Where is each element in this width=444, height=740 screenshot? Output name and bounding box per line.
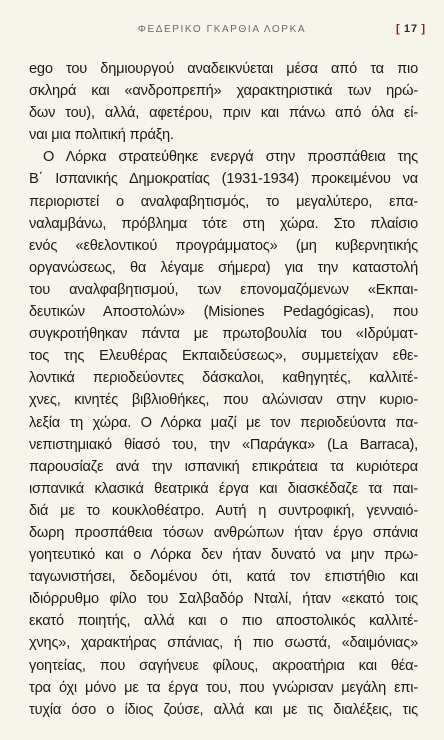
text-line: λεξία τη χώρα. Ο Λόρκα μαζί με τον περιοδεύοντα πα- <box>29 414 418 431</box>
text-line: του αναλφαβητισμού, των επονομαζόμενων «Εκπαι- <box>29 281 418 298</box>
page-number-bracket-left: [ <box>396 23 401 35</box>
text-line: χνης», χαρακτήρας σπάνιας, ή πιο σωστά, «δαιμόνιας» <box>29 635 418 652</box>
text-line: νεπιστημιακό θίασό του, την «Παράγκα» (La Barraca), <box>29 436 418 453</box>
text-line: συγκροτήθηκαν πάντα με πρωτοβουλία του «Ιδρύματ- <box>29 326 418 343</box>
paragraph-1 <box>29 58 418 146</box>
text-line: τρα όχι μόνο με τα έργα του, που γνώρισαν μεγάλη επι- <box>29 679 418 696</box>
text-line: σκληρά και «ανδροπρεπή» χαρακτηριστικά των ηρώ- <box>29 83 418 100</box>
text-line: ιδιόρρυθμο φίλο του Σαλβαδόρ Νταλί, ήταν «εκατό τοις <box>29 591 418 608</box>
paragraph-2 <box>29 146 418 720</box>
text-line: Ο Λόρκα στρατεύθηκε ενεργά στην προσπάθεια της <box>43 149 418 166</box>
text-line: λοντικά περιοδεύοντες δάσκαλοι, καθηγητές, καλλιτέ- <box>29 370 418 387</box>
text-line: εκατό ποιητής, αλλά και ο πιο αποστολικός καλλιτέ- <box>29 613 418 630</box>
text-line: χνες, κινητές βιβλιοθήκες, που αλώνισαν στην κυριο- <box>29 392 418 409</box>
running-header <box>0 24 444 40</box>
page-number-value: 17 <box>403 23 419 35</box>
text-line: ναι μια πολιτική πράξη. <box>29 127 174 144</box>
text-line: ενός «εθελοντικού προγράμματος» (μη κυβερνητικής <box>29 237 418 254</box>
text-line: ναλαμβάνω, πρόβλημα τότε στη χώρα. Στο πλαίσιο <box>29 215 418 232</box>
body-text <box>29 58 418 721</box>
running-title: ΦΕΔΕΡΙΚΟ ΓΚΑΡΘΙΑ ΛΟΡΚΑ <box>137 24 307 35</box>
text-line: περιοριστεί ο αναλφαβητισμός, το μεγαλύτερο, επα- <box>29 193 418 210</box>
text-line: γοητευτικό και ο Λόρκα δεν ήταν δυνατό να μην πρω- <box>29 547 418 564</box>
text-line: ισπανικά κλασικά θεατρικά έργα και διασκέδαζε τα παι- <box>29 480 418 497</box>
text-line: διά με το κουκλοθέατρο. Αυτή η συντροφική, γενναιό- <box>29 502 418 519</box>
text-line: οργανώσεως, θα λέγαμε σήμερα) για την καταστολή <box>29 259 418 276</box>
page-number-bracket-right: ] <box>421 23 426 35</box>
text-line: τυχία όσο ο ίδιος ζούσε, αλλά και με τις διαλέξεις, τις <box>29 701 418 718</box>
text-line: ego του δημιουργού αναδεικνύεται μέσα από τα πιο <box>29 61 418 77</box>
text-line: τος της Ελευθέρας Εκπαιδεύσεως», συμμετείχαν εθε- <box>29 348 418 365</box>
text-line: δων του), αλλά, αφετέρου, πριν και πάνω από όλα εί- <box>29 105 418 122</box>
text-line: παρουσίαζε ανά την ισπανική επικράτεια τα κυριότερα <box>29 458 418 475</box>
page-number <box>396 23 426 35</box>
text-line: δευτικών Αποστολών» (Misiones Pedagógicas), που <box>29 304 418 321</box>
text-line: Β΄ Ισπανικής Δημοκρατίας (1931-1934) προκειμένου να <box>29 171 418 188</box>
text-line: ταγωνιστήσει, δεδομένου ότι, κατά τον επιστήθιο και <box>29 569 418 586</box>
text-line: γοητείας, που σαγήνευε φίλους, ακροατήρια και θέα- <box>29 657 418 674</box>
text-line: δωρη προσπάθεια τόσων ανθρώπων ήταν έργο σπάνια <box>29 524 418 541</box>
